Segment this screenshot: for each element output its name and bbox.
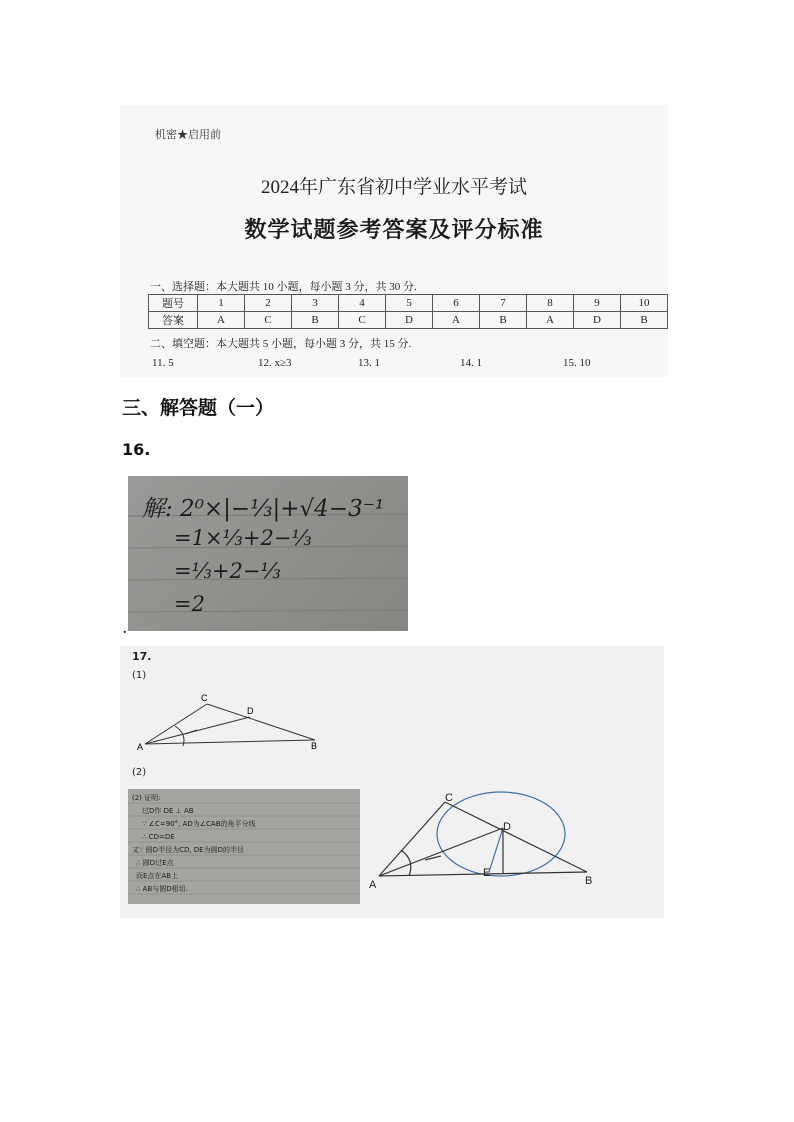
table-cell: A bbox=[527, 312, 574, 329]
label-b: B bbox=[585, 875, 593, 887]
table-cell: B bbox=[621, 312, 668, 329]
question-17-number: 17. bbox=[132, 650, 152, 663]
section2-heading: 二、填空题：本大题共 5 小题，每小题 3 分，共 15 分. bbox=[150, 338, 412, 350]
q16-line-4: =2 bbox=[174, 592, 205, 616]
q16-handwritten-photo bbox=[128, 476, 408, 631]
stray-dot: . bbox=[123, 622, 127, 637]
proof-line: 过D作 DE ⊥ AB bbox=[142, 807, 194, 815]
q17-part1-label: (1) bbox=[132, 670, 147, 681]
table-cell: 2 bbox=[245, 295, 292, 312]
label-d: D bbox=[247, 706, 254, 716]
table-cell: 4 bbox=[339, 295, 386, 312]
answer-key-title: 数学试题参考答案及评分标准 bbox=[244, 218, 544, 243]
label-c: C bbox=[445, 792, 453, 804]
table-header-cell: 题号 bbox=[149, 295, 198, 312]
table-cell: C bbox=[339, 312, 386, 329]
fill-answer-14: 14. 1 bbox=[460, 357, 482, 369]
label-e: E bbox=[483, 867, 491, 879]
section3-heading: 三、解答题（一） bbox=[122, 397, 275, 419]
table-cell: D bbox=[386, 312, 433, 329]
confidential-label: 机密★启用前 bbox=[155, 129, 221, 141]
q17-figure-2 bbox=[365, 790, 605, 895]
arc-mark bbox=[185, 730, 197, 734]
angle-arc bbox=[401, 850, 411, 876]
segment-de bbox=[489, 828, 503, 872]
label-a: A bbox=[137, 742, 144, 752]
table-cell: A bbox=[198, 312, 245, 329]
q17-figure-1 bbox=[135, 690, 335, 755]
proof-line: ∴ CD=DE bbox=[142, 833, 175, 841]
table-cell: B bbox=[480, 312, 527, 329]
label-b: B bbox=[311, 741, 318, 751]
proof-line: ∴ 圆D过E点 bbox=[136, 859, 174, 867]
table-header-cell: 答案 bbox=[149, 312, 198, 329]
q17-part2-label: (2) bbox=[132, 767, 147, 778]
table-cell: 9 bbox=[574, 295, 621, 312]
table-row bbox=[149, 295, 668, 312]
segment-ac bbox=[145, 704, 207, 744]
proof-line: ∵ ∠C=90°, AD为∠CAB的角平分线 bbox=[142, 820, 256, 828]
table-cell: 7 bbox=[480, 295, 527, 312]
label-a: A bbox=[369, 879, 377, 891]
fill-answer-11: 11. 5 bbox=[152, 357, 174, 369]
question-16-number: 16. bbox=[122, 440, 151, 459]
proof-line: (2) 证明: bbox=[132, 794, 161, 802]
table-cell: 5 bbox=[386, 295, 433, 312]
table-row bbox=[149, 312, 668, 329]
table-cell: B bbox=[292, 312, 339, 329]
arc-mark bbox=[425, 856, 441, 860]
fill-answer-13: 13. 1 bbox=[358, 357, 380, 369]
label-c: C bbox=[201, 693, 208, 703]
answer-table bbox=[148, 294, 668, 329]
table-cell: 1 bbox=[198, 295, 245, 312]
exam-title: 2024年广东省初中学业水平考试 bbox=[260, 177, 527, 198]
q17-handwritten-proof-photo bbox=[128, 789, 360, 904]
q16-line-3: =⅓+2−⅓ bbox=[174, 559, 281, 583]
table-cell: 10 bbox=[621, 295, 668, 312]
proof-line: 而E点在AB上 bbox=[136, 872, 179, 880]
fill-answer-12: 12. x≥3 bbox=[258, 357, 292, 369]
proof-line: ∴ AB与圆D相切. bbox=[136, 885, 188, 893]
segment-ad bbox=[145, 717, 250, 744]
q16-line-1: 解: 2⁰×|−⅓|+√4−3⁻¹ bbox=[142, 496, 385, 522]
section1-heading: 一、选择题：本大题共 10 小题，每小题 3 分，共 30 分. bbox=[150, 281, 417, 293]
table-cell: C bbox=[245, 312, 292, 329]
table-cell: D bbox=[574, 312, 621, 329]
proof-line: 又∵ 圆D半径为CD, DE为圆D的半径 bbox=[132, 846, 244, 854]
label-d: D bbox=[503, 821, 511, 833]
table-cell: A bbox=[433, 312, 480, 329]
fill-answer-15: 15. 10 bbox=[563, 357, 591, 369]
table-cell: 3 bbox=[292, 295, 339, 312]
segment-cb bbox=[445, 802, 587, 872]
q16-line-2: =1×⅓+2−⅓ bbox=[174, 526, 312, 550]
segment-cb bbox=[207, 704, 315, 740]
segment-ac bbox=[379, 802, 445, 876]
table-cell: 6 bbox=[433, 295, 480, 312]
segment-ab bbox=[145, 740, 315, 744]
table-cell: 8 bbox=[527, 295, 574, 312]
